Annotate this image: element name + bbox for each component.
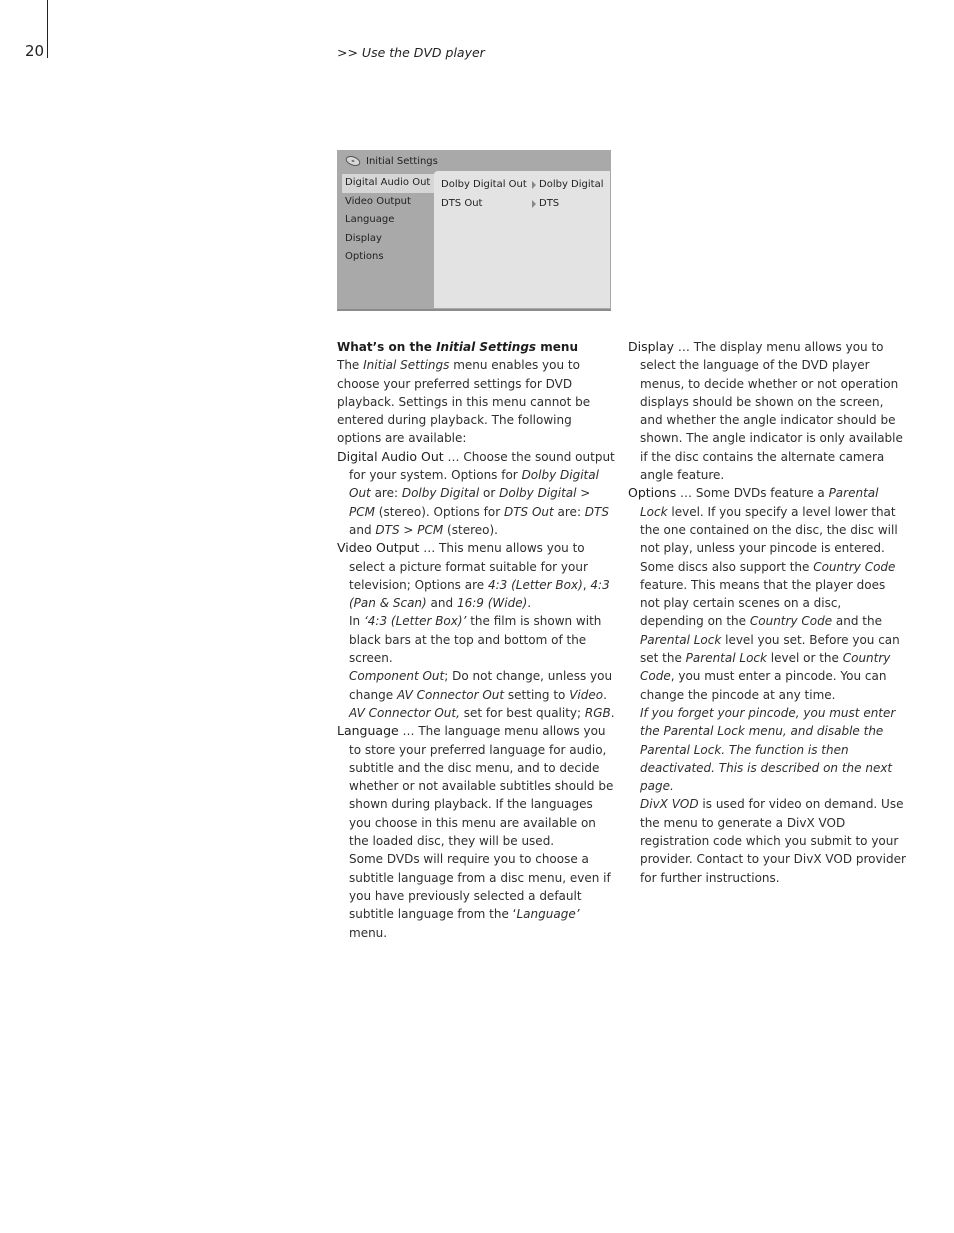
intro-paragraph: The Initial Settings menu enables you to choose your preferred settings for DVD playback. Settings in this menu cannot be entered during playback. The following options are available: [337,358,591,446]
entry-options: Options … Some DVDs feature a Parental Lock level. If you specify a level lower that the one contained on the disc, the disc will not play, unless your pincode is entered. Some discs also support the Country Code feature. This means that the player does not play certain scenes on a disc, depending on the Country Code and the Parental Lock level you set. Before you can set the Parental Lock level or the Country Code, you must enter a pincode. You can change the pincode at any time. [628,485,900,702]
osd-row-value [532,198,559,209]
osd-row-value-text: DTS [539,198,560,209]
osd-settings-panel [434,171,610,308]
osd-row-label: DTS Out [441,198,483,209]
page-number: 20 [25,42,45,60]
video-output-component-note: Component Out; Do not change, unless you change AV Connector Out setting to Video. [349,669,613,702]
osd-item-language: Language [345,214,395,225]
osd-item-video-output: Video Output [345,195,411,207]
video-output-av-note: AV Connector Out, set for best quality; RGB. [349,705,615,720]
options-pincode-note: If you forget your pincode, you must enter the Parental Lock menu, and disable the Parental Lock. The function is then deactivated. This is described on the next page. [640,705,896,794]
osd-row-value-text: Dolby Digital [539,179,604,190]
osd-item-display: Display [345,232,382,244]
entry-digital-audio-out: Digital Audio Out … Choose the sound output for your system. Options for Dolby Digital Out are: Dolby Digital or Dolby Digital > PCM (stereo). Options for DTS Out are: DTS and DTS > PCM (stereo). [337,448,615,537]
osd-category-list [337,174,434,267]
text-column-left [337,338,615,942]
disc-icon [345,155,361,167]
osd-title [345,155,438,167]
osd-title-text: Initial Settings [366,155,438,167]
running-head: >> Use the DVD player [337,45,485,60]
entry-language: Language … The language menu allows you to store your preferred language for audio, subtitle and the disc menu, and to decide whether or not available subtitles should be shown during playback. If the languages you choose in this menu are available on the loaded disc, they will be used. [337,723,614,849]
margin-rule [47,0,48,58]
osd-item-digital-audio-out: Digital Audio Out [342,174,434,193]
language-subtitle-note: Some DVDs will require you to choose a subtitle language from a disc menu, even if you have previously selected a default subtitle language from the ‘Language’ menu. [349,852,611,940]
osd-row-label: Dolby Digital Out [441,179,527,190]
entry-display: Display … The display menu allows you to select the language of the DVD player menus, to decide whether or not operation displays should be shown on the screen, and whether the angle indicator should be shown. The angle indicator is only available if the disc contains the alternate camera angle feature. [628,339,903,483]
arrow-right-icon [532,200,536,208]
osd-row-value [532,179,603,190]
osd-item-options: Options [345,251,384,262]
video-output-letterbox-note: In ‘4:3 (Letter Box)’ the film is shown with black bars at the top and bottom of the screen. [349,614,602,666]
text-column-right [628,338,908,887]
arrow-right-icon [532,181,536,189]
initial-settings-menu-screenshot [337,150,611,311]
section-heading: What’s on the Initial Settings menu [337,340,578,354]
options-divx-note: DivX VOD is used for video on demand. Use the menu to generate a DivX VOD registration code which you submit to your provider. Contact to your DivX VOD provider for further instructions. [640,797,906,885]
entry-video-output: Video Output … This menu allows you to select a picture format suitable for your television; Options are 4:3 (Letter Box), 4:3 (Pan & Scan) and 16:9 (Wide). [337,540,610,611]
